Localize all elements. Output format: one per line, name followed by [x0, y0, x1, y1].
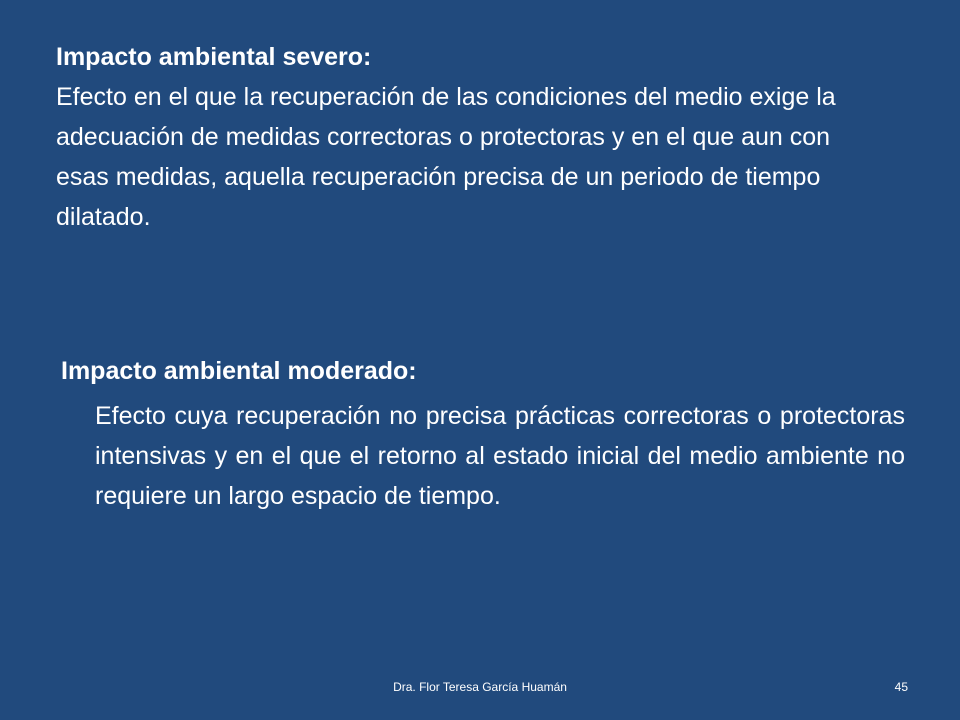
- moderate-impact-description: Efecto cuya recuperación no precisa prácticas correctoras o protectoras intensivas y en el que el retorno al estado inicial del medio ambiente no requiere un largo espacio de tiempo.: [95, 402, 905, 510]
- slide-page-number: 45: [894, 680, 908, 694]
- moderate-impact-title: Impacto ambiental moderado:: [61, 357, 417, 385]
- severe-impact-title: Impacto ambiental severo:: [56, 43, 372, 71]
- footer-author: Dra. Flor Teresa García Huamán: [393, 680, 567, 694]
- severe-impact-section: [56, 37, 876, 237]
- severe-impact-description: Efecto en el que la recuperación de las condiciones del medio exige la adecuación de medidas correctoras o protectoras y en el que aun con esas medidas, aquella recuperación precisa de un periodo de tiempo dilatado.: [56, 83, 836, 231]
